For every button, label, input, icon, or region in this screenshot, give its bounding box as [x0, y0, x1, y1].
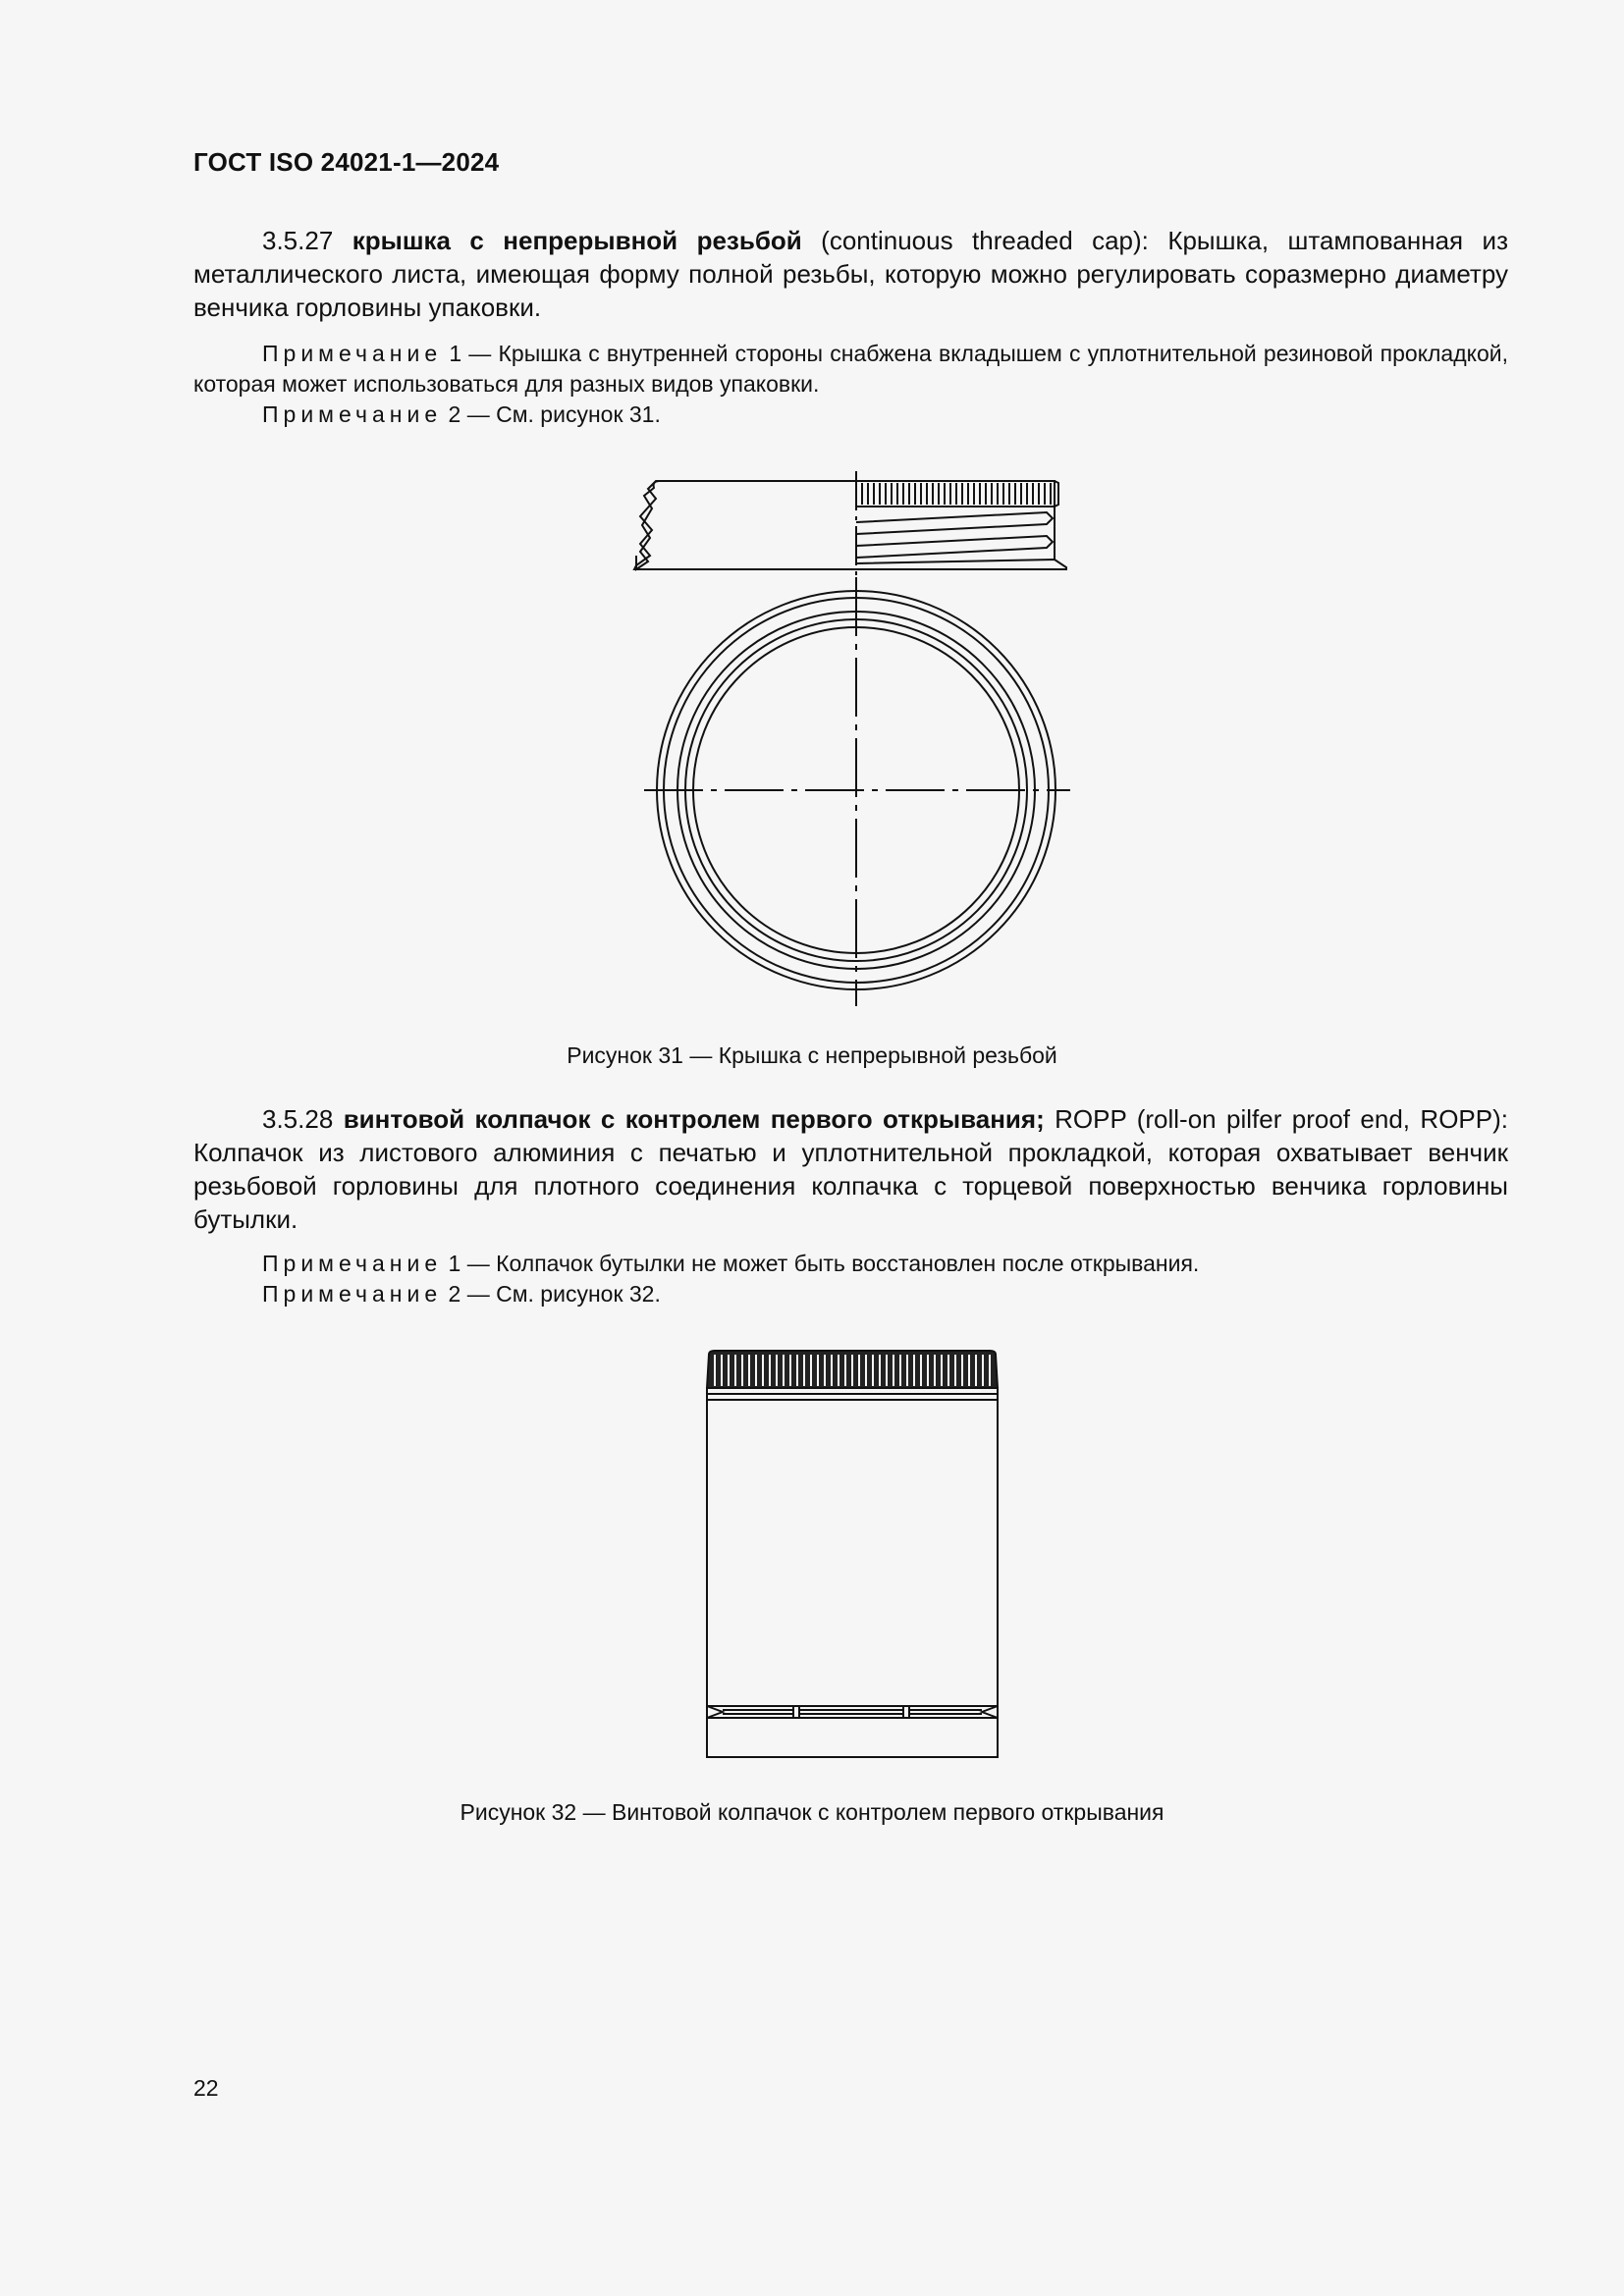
term-title: крышка с непрерывной резьбой [352, 226, 802, 255]
note-label: Примечание [262, 401, 443, 427]
page-number: 22 [193, 2075, 219, 2101]
note-label: Примечание [262, 341, 443, 366]
note-text: 1 — Колпачок бутылки не может быть восстановлен после открывания. [442, 1251, 1200, 1276]
term-number: 3.5.27 [262, 226, 334, 255]
note-label: Примечание [262, 1281, 443, 1307]
figure-32-caption: Рисунок 32 — Винтовой колпачок с контролем первого открывания [460, 1799, 1164, 1825]
note-text: 2 — См. рисунок 31. [442, 401, 661, 427]
note-3-5-27-2 [193, 400, 1508, 430]
term-definition: ROPP (roll-on pilfer proof end, ROPP): Колпачок из листового алюминия с печатью и уплотнительной прокладкой, которая охватывает венчик резьбовой горловины для плотного соединения колпачка с торцевой поверхностью венчика горловины бутылки. [193, 1104, 1508, 1234]
term-3-5-27 [193, 224, 1508, 324]
figure-31-drawing [0, 461, 1624, 1482]
note-3-5-28-2 [193, 1279, 1508, 1309]
top-view [644, 577, 1070, 1006]
term-3-5-28 [193, 1102, 1508, 1236]
term-definition: (continuous threaded cap): Крышка, штампованная из металлического листа, имеющая форму полной резьбы, которую можно регулировать соразмерно диаметру венчика горловины упаковки. [193, 226, 1508, 322]
note-3-5-28-1 [193, 1249, 1508, 1279]
term-number: 3.5.28 [262, 1104, 334, 1134]
figure-32-drawing [0, 1345, 1624, 1757]
note-3-5-27-1 [193, 339, 1508, 400]
note-text: 1 — Крышка с внутренней стороны снабжена вкладышем с уплотнительной резиновой прокладкой, которая может использоваться для разных видов упаковки. [193, 341, 1508, 397]
cap-knurl-pattern [715, 1355, 990, 1386]
note-text: 2 — См. рисунок 32. [442, 1281, 661, 1307]
note-label: Примечание [262, 1251, 443, 1276]
figure-31-caption: Рисунок 31 — Крышка с непрерывной резьбой [567, 1042, 1057, 1068]
knurl-pattern [862, 483, 1051, 505]
term-title: винтовой колпачок с контролем первого открывания; [343, 1104, 1045, 1134]
document-header: ГОСТ ISO 24021-1—2024 [193, 147, 500, 177]
